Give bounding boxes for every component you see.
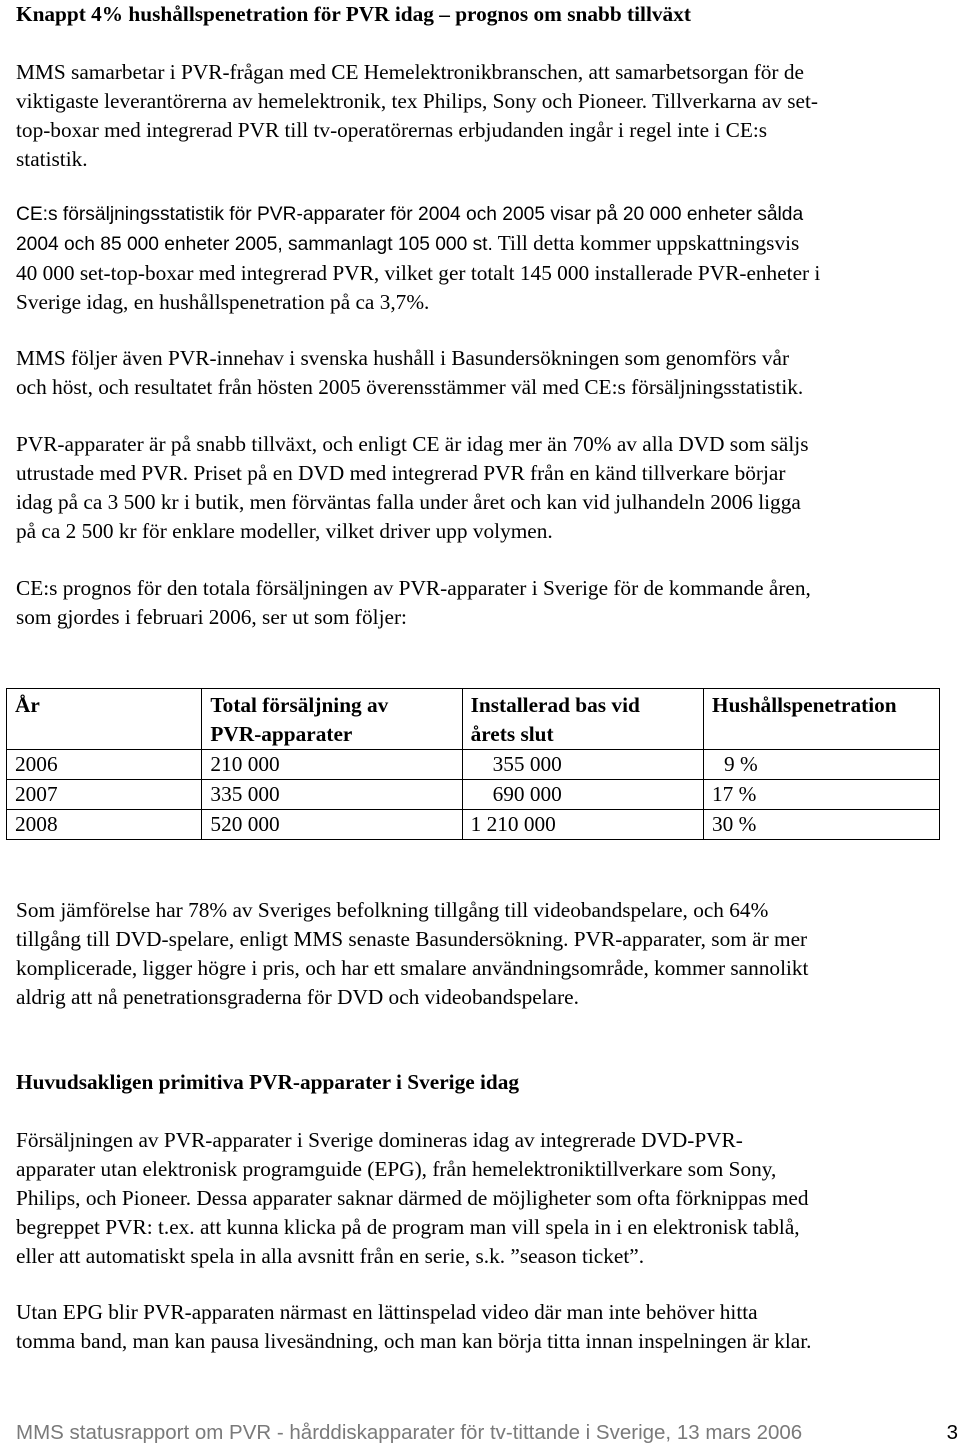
text-line: Sverige idag, en hushållspenetration på ca 3,7%. bbox=[16, 290, 430, 314]
section-heading: Huvudsakligen primitiva PVR-apparater i Sverige idag bbox=[16, 1070, 520, 1094]
cell-year: 2007 bbox=[7, 780, 202, 810]
sales-statistics-paragraph bbox=[16, 200, 950, 317]
header-text: PVR-apparater bbox=[210, 722, 353, 746]
text-line: PVR-apparater är på snabb tillväxt, och enligt CE är idag mer än 70% av alla DVD som säljs bbox=[16, 432, 809, 456]
text-line: komplicerade, ligger högre i pris, och har ett smalare användningsområde, kommer sannolikt bbox=[16, 956, 809, 980]
comparison-paragraph bbox=[16, 896, 950, 1012]
table-row bbox=[7, 780, 940, 810]
header-text: Installerad bas vid bbox=[470, 693, 640, 717]
cell-penetration: 9 % bbox=[704, 750, 940, 780]
cell-total-sales: 335 000 bbox=[202, 780, 462, 810]
cell-penetration: 17 % bbox=[704, 780, 940, 810]
cell-total-sales: 210 000 bbox=[202, 750, 462, 780]
cell-year: 2008 bbox=[7, 810, 202, 840]
survey-paragraph bbox=[16, 344, 950, 402]
text-line: begreppet PVR: t.ex. att kunna klicka på de program man vill spela in i en elektronisk tablå, bbox=[16, 1215, 800, 1239]
header-text: Hushållspenetration bbox=[712, 693, 897, 717]
header-text: År bbox=[15, 693, 40, 717]
epg-paragraph bbox=[16, 1298, 950, 1356]
intro-paragraph bbox=[16, 58, 950, 174]
forecast-intro-paragraph bbox=[16, 574, 950, 632]
text-line: MMS följer även PVR-innehav i svenska hushåll i Basundersökningen som genomförs vår bbox=[16, 346, 790, 370]
text-line: utrustade med PVR. Priset på en DVD med integrerad PVR från en känd tillverkare börjar bbox=[16, 461, 786, 485]
page-footer bbox=[16, 1421, 958, 1445]
text-line: på ca 2 500 kr för enklare modeller, vilket driver upp volymen. bbox=[16, 519, 553, 543]
text-line: tomma band, man kan pausa livesändning, och man kan börja titta innan inspelningen är klar. bbox=[16, 1329, 812, 1353]
header-household-penetration bbox=[704, 689, 940, 750]
text-line: MMS samarbetar i PVR-frågan med CE Hemelektronikbranschen, att samarbetsorgan för de bbox=[16, 60, 804, 84]
text-line: viktigaste leverantörerna av hemelektronik, tex Philips, Sony och Pioneer. Tillverkarna av set- bbox=[16, 89, 819, 113]
cell-penetration: 30 % bbox=[704, 810, 940, 840]
text-line: statistik. bbox=[16, 147, 88, 171]
footer-text: MMS statusrapport om PVR - hårddiskapparater för tv-tittande i Sverige, 13 mars 2006 bbox=[16, 1421, 803, 1444]
text-line bbox=[16, 229, 950, 259]
header-total-sales bbox=[202, 689, 462, 750]
forecast-table bbox=[6, 688, 940, 840]
primitive-pvr-paragraph bbox=[16, 1126, 950, 1271]
text-line: top-boxar med integrerad PVR till tv-operatörernas erbjudanden ingår i regel inte i CE:s bbox=[16, 118, 768, 142]
header-text: Total försäljning av bbox=[210, 693, 389, 717]
cell-year: 2006 bbox=[7, 750, 202, 780]
cell-installed-base: 690 000 bbox=[462, 780, 703, 810]
cell-total-sales: 520 000 bbox=[202, 810, 462, 840]
text-line: idag på ca 3 500 kr i butik, men förväntas falla under året och kan vid julhandeln 2006 ligga bbox=[16, 490, 801, 514]
text-line: CE:s prognos för den totala försäljningen av PVR-apparater i Sverige för de kommande åren, bbox=[16, 576, 811, 600]
text-line: och höst, och resultatet från hösten 2005 överensstämmer väl med CE:s försäljningsstatistik. bbox=[16, 375, 804, 399]
table-row bbox=[7, 750, 940, 780]
text-line: som gjordes i februari 2006, ser ut som följer: bbox=[16, 605, 407, 629]
text-fragment: Till detta kommer uppskattningsvis bbox=[492, 231, 800, 255]
text-line: tillgång till DVD-spelare, enligt MMS senaste Basundersökning. PVR-apparater, som är mer bbox=[16, 927, 808, 951]
page-number: 3 bbox=[946, 1421, 958, 1444]
growth-paragraph bbox=[16, 430, 950, 546]
cell-installed-base: 355 000 bbox=[462, 750, 703, 780]
table-header-row bbox=[7, 689, 940, 750]
text-line: CE:s försäljningsstatistik för PVR-apparater för 2004 och 2005 visar på 20 000 enheter sålda bbox=[16, 204, 804, 225]
text-line: 40 000 set-top-boxar med integrerad PVR, vilket ger totalt 145 000 installerade PVR-enheter i bbox=[16, 261, 821, 285]
header-text: årets slut bbox=[470, 722, 554, 746]
text-line: Philips, och Pioneer. Dessa apparater saknar därmed de möjligheter som ofta förknippas med bbox=[16, 1186, 809, 1210]
header-year bbox=[7, 689, 202, 750]
cell-installed-base: 1 210 000 bbox=[462, 810, 703, 840]
text-line: apparater utan elektronisk programguide (EPG), från hemelektroniktillverkare som Sony, bbox=[16, 1157, 777, 1181]
text-fragment: 2004 och 85 000 enheter 2005, sammanlagt 105 000 st. bbox=[16, 234, 493, 255]
text-line: eller att automatiskt spela in alla avsnitt från en serie, s.k. ”season ticket”. bbox=[16, 1244, 645, 1268]
table-row bbox=[7, 810, 940, 840]
text-line: aldrig att nå penetrationsgraderna för DVD och videobandspelare. bbox=[16, 985, 579, 1009]
page-heading: Knappt 4% hushållspenetration för PVR idag – prognos om snabb tillväxt bbox=[16, 2, 691, 26]
text-line: Försäljningen av PVR-apparater i Sverige domineras idag av integrerade DVD-PVR- bbox=[16, 1128, 743, 1152]
header-installed-base bbox=[462, 689, 703, 750]
text-line: Som jämförelse har 78% av Sveriges befolkning tillgång till videobandspelare, och 64% bbox=[16, 898, 769, 922]
text-line: Utan EPG blir PVR-apparaten närmast en lättinspelad video där man inte behöver hitta bbox=[16, 1300, 758, 1324]
